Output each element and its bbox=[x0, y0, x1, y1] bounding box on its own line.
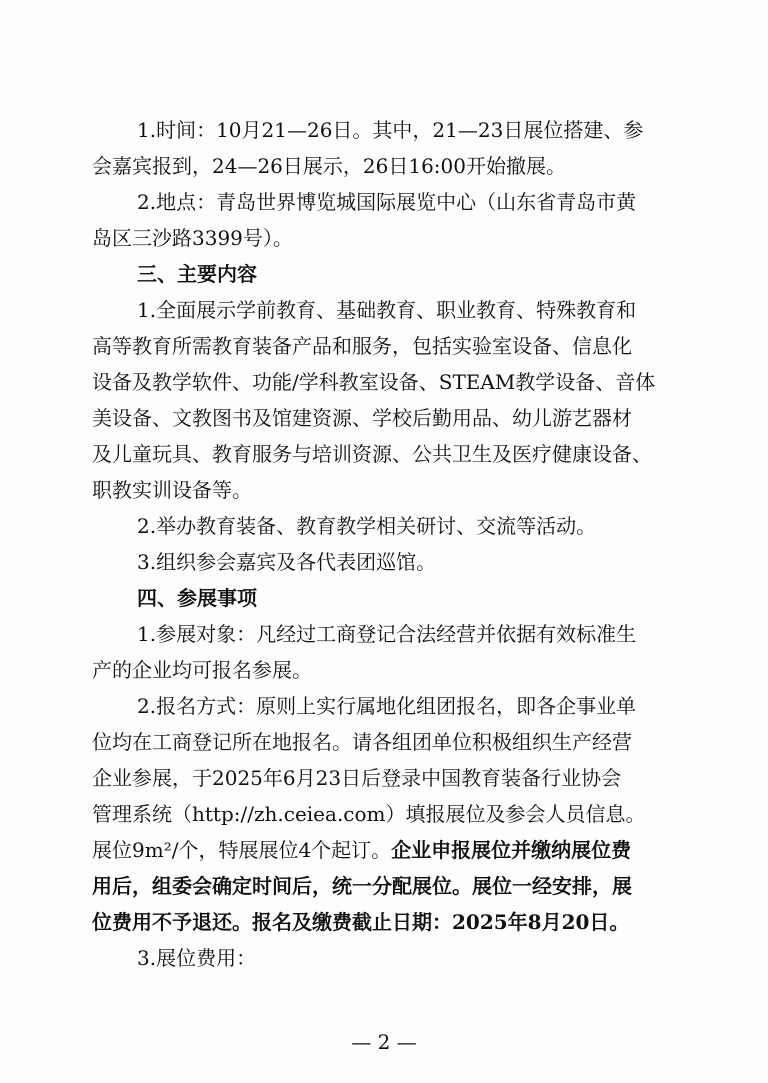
text-line bbox=[92, 838, 692, 862]
text-line: 高等教育所需教育装备产品和服务，包括实验室设备、信息化 bbox=[92, 334, 632, 358]
text-line: 位均在工商登记所在地报名。请各组团单位积极组织生产经营 bbox=[92, 730, 632, 754]
text-line: 2.地点：青岛世界博览城国际展览中心（山东省青岛市黄 bbox=[137, 190, 637, 214]
bold-text-line: 用后，组委会确定时间后，统一分配展位。展位一经安排，展 bbox=[92, 874, 632, 898]
text-line: 1.参展对象：凡经过工商登记合法经营并依据有效标准生 bbox=[137, 622, 637, 646]
bold-text-span: 企业申报展位并缴纳展位费 bbox=[391, 838, 632, 862]
text-line: 1.时间：10月21—26日。其中，21—23日展位搭建、参 bbox=[137, 118, 644, 142]
text-span: 展位9m²/个，特展展位4个起订。 bbox=[92, 838, 392, 862]
bold-text-line: 位费用不予退还。报名及缴费截止日期：2025年8月20日。 bbox=[92, 910, 630, 934]
text-line: 管理系统（http://zh.ceiea.com）填报展位及参会人员信息。 bbox=[92, 802, 646, 826]
text-line: 会嘉宾报到，24—26日展示，26日16:00开始撤展。 bbox=[92, 154, 566, 178]
section-heading: 四、参展事项 bbox=[137, 586, 257, 610]
text-line: 设备及教学软件、功能/学科教室设备、STEAM教学设备、音体 bbox=[92, 370, 656, 394]
text-line: 美设备、文教图书及馆建资源、学校后勤用品、幼儿游艺器材 bbox=[92, 406, 632, 430]
text-line: 岛区三沙路3399号）。 bbox=[92, 226, 293, 250]
section-heading: 三、主要内容 bbox=[137, 262, 257, 286]
text-line: 1.全面展示学前教育、基础教育、职业教育、特殊教育和 bbox=[137, 298, 637, 322]
text-line: 职教实训设备等。 bbox=[92, 478, 252, 502]
text-line: 3.展位费用： bbox=[137, 946, 257, 970]
text-line: 2.报名方式：原则上实行属地化组团报名，即各企事业单 bbox=[137, 694, 637, 718]
text-line: 产的企业均可报名参展。 bbox=[92, 658, 312, 682]
text-line: 及儿童玩具、教育服务与培训资源、公共卫生及医疗健康设备、 bbox=[92, 442, 652, 466]
page-number: — 2 — bbox=[351, 1030, 417, 1054]
text-line: 2.举办教育装备、教育教学相关研讨、交流等活动。 bbox=[137, 514, 597, 538]
text-line: 企业参展，于2025年6月23日后登录中国教育装备行业协会 bbox=[92, 766, 622, 790]
text-line: 3.组织参会嘉宾及各代表团巡馆。 bbox=[137, 550, 437, 574]
